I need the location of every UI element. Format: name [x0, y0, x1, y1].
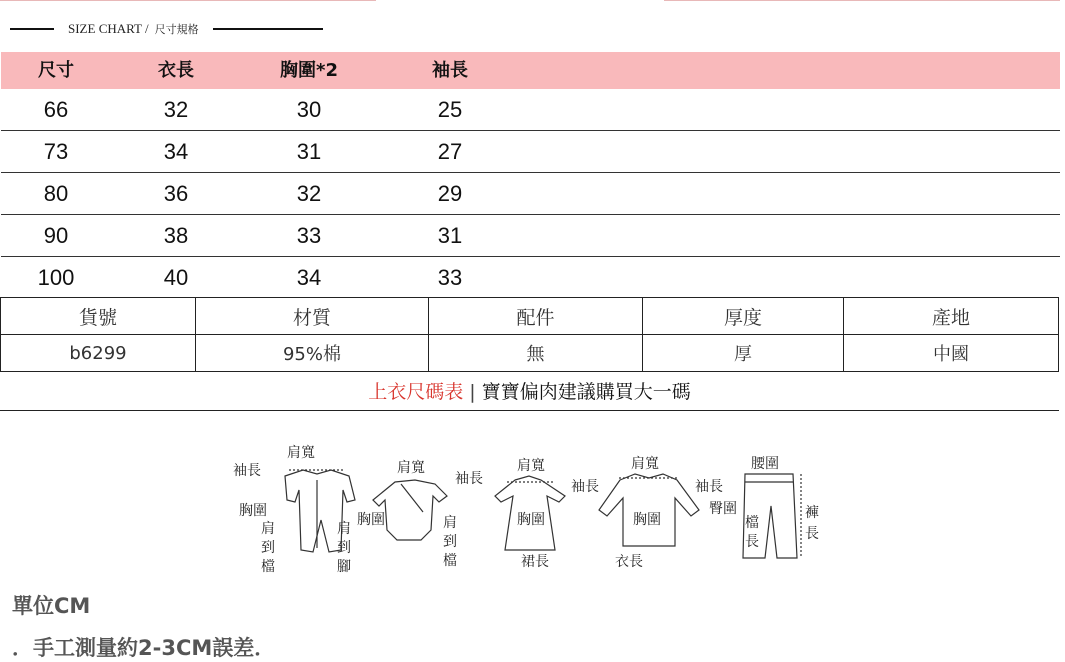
length-cell: 40	[163, 265, 189, 290]
dress-chest-label: 胸圍	[517, 512, 545, 528]
bodysuit-shoulder-crotch-3: 檔	[443, 553, 457, 569]
pants-length-1: 褲	[805, 505, 819, 521]
table-row	[1, 131, 1060, 173]
length-cell: 32	[163, 97, 189, 122]
accessory-value: 無	[429, 335, 643, 372]
romper-shoulder-label: 肩寬	[287, 445, 315, 461]
unit-label: 單位CM	[12, 594, 91, 618]
chest-cell: 34	[296, 265, 322, 290]
product-info-header-row	[1, 298, 1059, 335]
top-chest-label: 胸圍	[633, 512, 661, 528]
bodysuit-illustration	[373, 480, 447, 540]
header-sleeve: 袖長	[432, 60, 468, 81]
item-number-header: 貨號	[1, 298, 196, 335]
thickness-header: 厚度	[643, 298, 844, 335]
bodysuit-shoulder-crotch-2: 到	[443, 534, 457, 550]
measurement-error-note: ．手工測量約2-3CM誤差．	[12, 636, 276, 660]
size-table-header	[1, 52, 1060, 89]
sleeve-cell: 27	[437, 139, 463, 164]
table-row	[1, 173, 1060, 215]
origin-header: 產地	[844, 298, 1059, 335]
size-cell: 90	[43, 223, 69, 248]
product-info-table	[0, 297, 1059, 372]
note-highlight: 上衣尺碼表	[368, 381, 464, 403]
pants-length-2: 長	[805, 526, 819, 542]
table-row	[1, 89, 1060, 131]
top-divider-right	[664, 0, 1060, 1]
top-divider-left	[0, 0, 376, 1]
chest-cell: 33	[296, 223, 322, 248]
dress-length-label: 裙長	[521, 554, 549, 570]
romper-shoulder-crotch-1: 肩	[261, 521, 275, 537]
sleeve-cell: 31	[437, 223, 463, 248]
sleeve-cell: 33	[437, 265, 463, 290]
table-row	[1, 257, 1060, 297]
sleeve-cell: 29	[437, 181, 463, 206]
sleeve-cell: 25	[437, 97, 463, 122]
romper-shoulder-foot-2: 到	[337, 540, 351, 556]
romper-chest-label: 胸圍	[239, 503, 267, 519]
bodysuit-shoulder-crotch-1: 肩	[443, 515, 457, 531]
romper-shoulder-foot-3: 腳	[337, 559, 351, 575]
header-length: 衣長	[158, 60, 194, 81]
length-cell: 34	[163, 139, 189, 164]
chest-cell: 30	[296, 97, 322, 122]
bodysuit-shoulder-label: 肩寬	[397, 460, 425, 476]
size-cell: 73	[43, 139, 69, 164]
header-chest: 胸圍*2	[280, 60, 338, 81]
size-chart-subtitle: 尺寸規格	[154, 23, 199, 36]
size-chart-title-text: SIZE CHART	[68, 21, 142, 36]
bodysuit-chest-label: 胸圍	[357, 512, 385, 528]
pants-rise-1: 檔	[745, 515, 759, 531]
length-cell: 36	[163, 181, 189, 206]
dress-shoulder-label: 肩寬	[517, 458, 545, 474]
note-divider: |	[469, 381, 476, 403]
dress-sleeve-label: 袖長	[571, 479, 599, 495]
thickness-value: 厚	[643, 335, 844, 372]
chest-cell: 32	[296, 181, 322, 206]
size-chart-title	[10, 18, 323, 40]
title-rule-left	[10, 28, 54, 30]
item-number-value: b6299	[1, 335, 196, 372]
romper-shoulder-foot-1: 肩	[337, 521, 351, 537]
top-illustration	[599, 474, 699, 546]
material-value: 95%棉	[196, 335, 429, 372]
material-header: 材質	[196, 298, 429, 335]
size-cell: 100	[37, 265, 75, 290]
size-cell: 80	[43, 181, 69, 206]
origin-value: 中國	[844, 335, 1059, 372]
product-info-value-row	[1, 335, 1059, 372]
table-row	[1, 215, 1060, 257]
note-text: 寶寶偏肉建議購買大一碼	[481, 381, 691, 403]
pants-rise-2: 長	[745, 534, 759, 550]
bodysuit-sleeve-label: 袖長	[455, 471, 483, 487]
romper-shoulder-crotch-2: 到	[261, 540, 275, 556]
title-rule-right	[213, 28, 323, 30]
pants-waist-label: 腰圍	[751, 456, 779, 472]
length-cell: 38	[163, 223, 189, 248]
pants-hip-label: 臀圍	[709, 501, 737, 517]
size-cell: 66	[43, 97, 69, 122]
measurement-diagrams	[225, 440, 825, 580]
title-separator: /	[144, 21, 149, 36]
top-shoulder-label: 肩寬	[631, 456, 659, 472]
size-note	[0, 374, 1059, 411]
chest-cell: 31	[296, 139, 322, 164]
romper-shoulder-crotch-3: 檔	[261, 559, 275, 575]
accessory-header: 配件	[429, 298, 643, 335]
top-length-label: 衣長	[615, 554, 643, 570]
romper-sleeve-label: 袖長	[233, 463, 261, 479]
header-size: 尺寸	[38, 60, 74, 81]
top-sleeve-label: 袖長	[695, 479, 723, 495]
